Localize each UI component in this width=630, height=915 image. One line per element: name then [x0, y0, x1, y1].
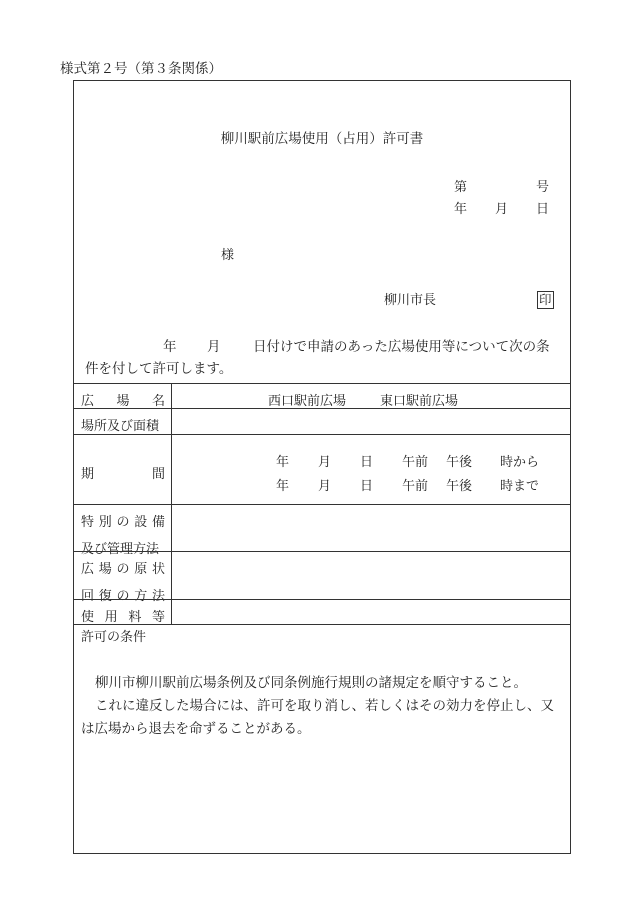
condition-para1: 柳川市柳川駅前広場条例及び同条例施行規則の諸規定を順守すること。	[95, 675, 527, 691]
period-end-month: 月	[318, 479, 332, 494]
row-special-facility	[74, 504, 570, 557]
permit-document	[73, 80, 571, 854]
period-start-end: 時から	[500, 455, 540, 470]
date-month: 月	[495, 202, 509, 217]
row-period	[74, 434, 570, 504]
form-number: 様式第２号（第３条関係）	[60, 61, 222, 77]
addressee-suffix: 様	[221, 248, 235, 263]
date-year: 年	[454, 202, 468, 217]
permit-conditions	[74, 624, 570, 737]
label-special-facility: 特 別 の 設 備 及び管理方法	[74, 505, 172, 551]
label-period: 期 間	[74, 435, 172, 504]
period-end-day: 日	[360, 479, 374, 494]
label-location-area: 場所及び面積	[74, 409, 172, 434]
row-plaza-name	[74, 383, 570, 408]
document-title: 柳川駅前広場使用（占用）許可書	[220, 131, 424, 147]
period-start-month: 月	[318, 455, 332, 470]
label-plaza-name: 広 場 名	[74, 384, 172, 408]
period-start-am: 午前	[402, 455, 429, 470]
intro-line2: 件を付して許可します。	[85, 361, 233, 377]
period-end-am: 午前	[402, 479, 429, 494]
conditions-heading: 許可の条件	[81, 630, 147, 645]
period-end-pm: 午後	[446, 479, 473, 494]
option-east-plaza: 東口駅前広場	[380, 394, 459, 409]
period-start-year: 年	[276, 455, 290, 470]
condition-para2-line1: これに違反した場合には、許可を取り消し、若しくはその効力を停止し、又	[95, 698, 554, 714]
intro-line1: 日付けで申請のあった広場使用等について次の条	[253, 339, 550, 355]
intro-month: 月	[207, 339, 221, 355]
option-west-plaza: 西口駅前広場	[268, 394, 347, 409]
number-suffix: 号	[536, 180, 550, 195]
date-day: 日	[536, 202, 550, 217]
period-start-pm: 午後	[446, 455, 473, 470]
row-restoration	[74, 551, 570, 604]
intro-year: 年	[163, 339, 177, 355]
number-prefix: 第	[454, 180, 468, 195]
row-fee	[74, 599, 570, 624]
seal-mark	[537, 291, 554, 309]
label-fee: 使 用 料 等	[74, 600, 172, 624]
row-location-area	[74, 408, 570, 434]
issuer-name: 柳川市長	[384, 293, 437, 308]
period-end-year: 年	[276, 479, 290, 494]
period-start-day: 日	[360, 455, 374, 470]
label-restoration: 広 場 の 原 状 回 復 の 方 法	[74, 552, 172, 599]
period-end-end: 時まで	[500, 479, 540, 494]
condition-para2-line2: は広場から退去を命ずることがある。	[81, 721, 311, 737]
seal-label: 印	[537, 291, 554, 309]
permit-table	[74, 383, 570, 624]
